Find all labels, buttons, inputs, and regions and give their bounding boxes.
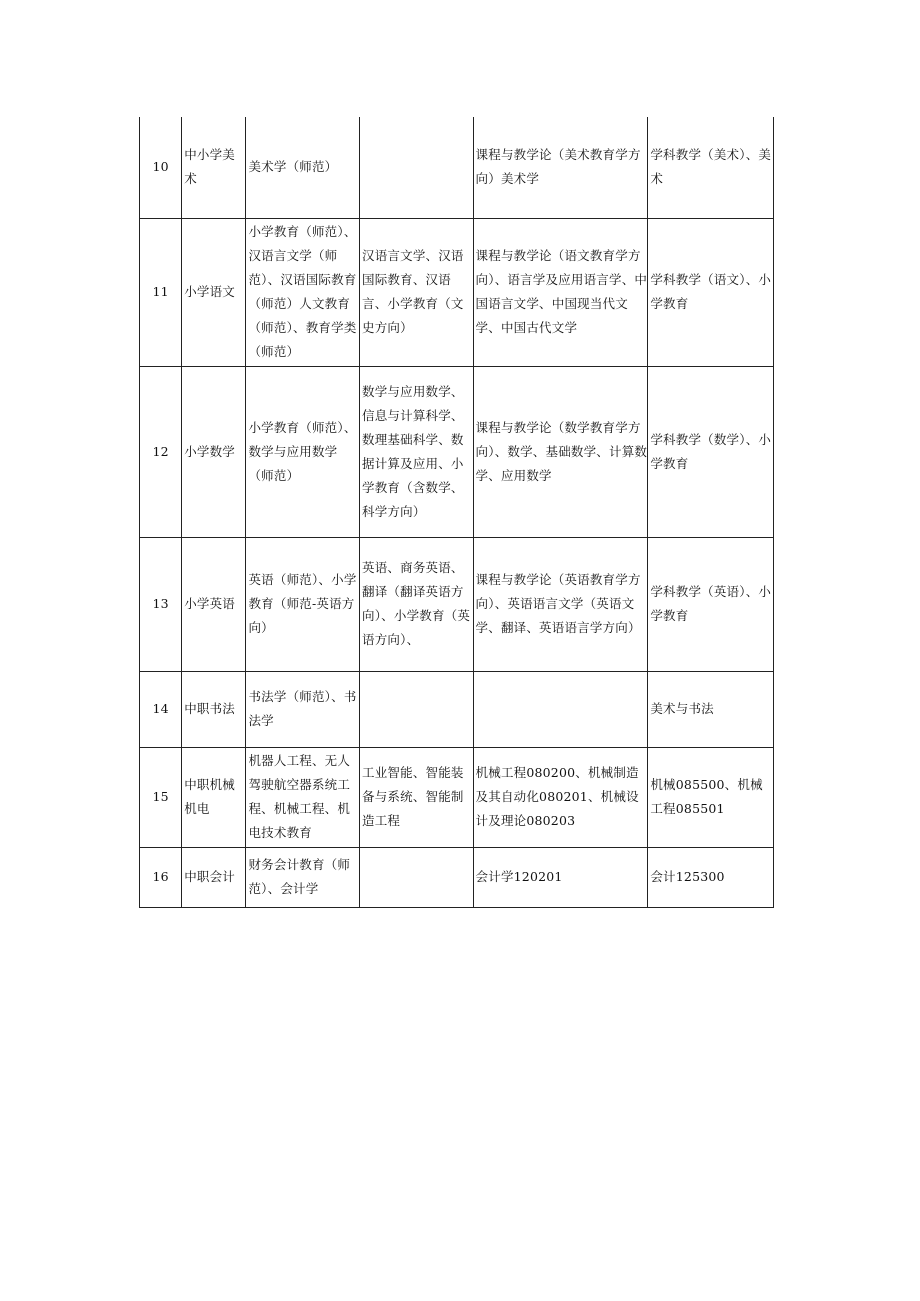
undergrad-related-cell bbox=[360, 117, 474, 218]
subject-cell: 中职机械机电 bbox=[182, 747, 246, 847]
postgrad-academic-cell: 机械工程080200、机械制造及其自动化080201、机械设计及理论080203 bbox=[473, 747, 648, 847]
row-number: 13 bbox=[140, 537, 182, 671]
undergrad-direct-cell: 英语（师范）、小学教育（师范-英语方向） bbox=[246, 537, 360, 671]
postgrad-academic-cell: 会计学120201 bbox=[473, 847, 648, 907]
postgrad-academic-cell: 课程与教学论（美术教育学方向）美术学 bbox=[473, 117, 648, 218]
subject-cell: 小学英语 bbox=[182, 537, 246, 671]
postgrad-professional-cell: 美术与书法 bbox=[648, 671, 774, 747]
row-number: 10 bbox=[140, 117, 182, 218]
table-row bbox=[140, 671, 774, 747]
postgrad-academic-cell: 课程与教学论（英语教育学方向）、英语语言文学（英语文学、翻译、英语语言学方向） bbox=[473, 537, 648, 671]
undergrad-direct-cell: 财务会计教育（师范）、会计学 bbox=[246, 847, 360, 907]
row-number: 16 bbox=[140, 847, 182, 907]
row-number: 14 bbox=[140, 671, 182, 747]
postgrad-academic-cell: 课程与教学论（数学教育学方向）、数学、基础数学、计算数学、应用数学 bbox=[473, 366, 648, 537]
undergrad-direct-cell: 小学教育（师范）、汉语言文学（师范）、汉语国际教育（师范）人文教育（师范）、教育学类（师范） bbox=[246, 218, 360, 366]
table-row bbox=[140, 537, 774, 671]
subject-cell: 中职书法 bbox=[182, 671, 246, 747]
table-row bbox=[140, 117, 774, 218]
row-number: 12 bbox=[140, 366, 182, 537]
subject-cell: 小学语文 bbox=[182, 218, 246, 366]
table-row bbox=[140, 218, 774, 366]
undergrad-direct-cell: 机器人工程、无人驾驶航空器系统工程、机械工程、机电技术教育 bbox=[246, 747, 360, 847]
undergrad-related-cell bbox=[360, 671, 474, 747]
undergrad-direct-cell: 小学教育（师范）、数学与应用数学（师范） bbox=[246, 366, 360, 537]
subject-cell: 小学数学 bbox=[182, 366, 246, 537]
undergrad-related-cell: 英语、商务英语、翻译（翻译英语方向）、小学教育（英语方向）、 bbox=[360, 537, 474, 671]
table-row bbox=[140, 366, 774, 537]
subject-cell: 中职会计 bbox=[182, 847, 246, 907]
postgrad-professional-cell: 学科教学（数学）、小学教育 bbox=[648, 366, 774, 537]
subject-cell: 中小学美术 bbox=[182, 117, 246, 218]
postgrad-professional-cell: 学科教学（语文）、小学教育 bbox=[648, 218, 774, 366]
postgrad-academic-cell bbox=[473, 671, 648, 747]
postgrad-professional-cell: 学科教学（英语）、小学教育 bbox=[648, 537, 774, 671]
table-row bbox=[140, 847, 774, 907]
row-number: 11 bbox=[140, 218, 182, 366]
undergrad-related-cell: 汉语言文学、汉语国际教育、汉语言、小学教育（文史方向） bbox=[360, 218, 474, 366]
table-row bbox=[140, 747, 774, 847]
undergrad-direct-cell: 美术学（师范） bbox=[246, 117, 360, 218]
postgrad-academic-cell: 课程与教学论（语文教育学方向）、语言学及应用语言学、中国语言文学、中国现当代文学、中国古代文学 bbox=[473, 218, 648, 366]
postgrad-professional-cell: 学科教学（美术）、美术 bbox=[648, 117, 774, 218]
postgrad-professional-cell: 机械085500、机械工程085501 bbox=[648, 747, 774, 847]
majors-table bbox=[139, 117, 774, 908]
undergrad-related-cell: 工业智能、智能装备与系统、智能制造工程 bbox=[360, 747, 474, 847]
row-number: 15 bbox=[140, 747, 182, 847]
postgrad-professional-cell: 会计125300 bbox=[648, 847, 774, 907]
undergrad-related-cell bbox=[360, 847, 474, 907]
undergrad-direct-cell: 书法学（师范）、书法学 bbox=[246, 671, 360, 747]
undergrad-related-cell: 数学与应用数学、信息与计算科学、数理基础科学、数据计算及应用、小学教育（含数学、科学方向） bbox=[360, 366, 474, 537]
